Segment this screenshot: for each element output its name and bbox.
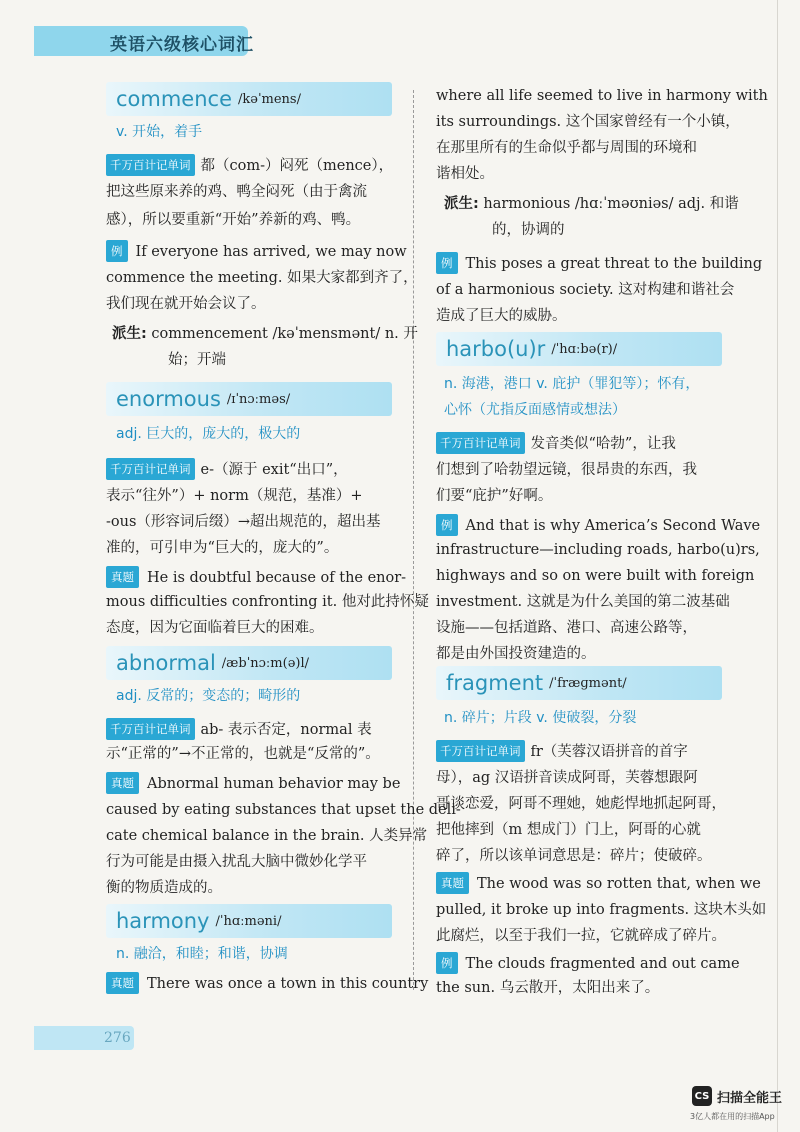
phonetic: /ɪˈnɔːməs/ xyxy=(226,391,291,407)
example-tag: 例 xyxy=(436,514,458,536)
headword: enormous xyxy=(116,387,221,411)
headword: harbo(u)r xyxy=(446,337,546,361)
mnemonic-line: 把他摔到（m 想成门）门上，阿哥的心就 xyxy=(436,822,701,838)
definition: n. 海港，港口 v. 庇护（罪犯等）；怀有， xyxy=(444,376,700,392)
mnemonic-line: 们想到了哈勃望远镜，很昂贵的东西，我 xyxy=(436,462,697,478)
headword: abnormal xyxy=(116,651,216,675)
mnemonic-tag: 千万百计记单词 xyxy=(106,718,195,740)
mnemonic-line: 示“正常的”→不正常的，也就是“反常的”。 xyxy=(106,746,380,762)
watermark-brand: 扫描全能王 xyxy=(717,1090,783,1106)
exam-tag: 真题 xyxy=(106,972,139,994)
example-line: 例 This poses a great threat to the building xyxy=(436,252,762,274)
example-line: 都是由外国投资建造的。 xyxy=(436,646,596,662)
example-line: 例 And that is why America’s Second Wave xyxy=(436,514,760,536)
mnemonic-line: 表示“往外”）+ norm（规范，基准）+ xyxy=(106,488,363,504)
example-line: 设施——包括道路、港口、高速公路等， xyxy=(436,620,697,636)
entry-fragment-bar xyxy=(436,666,722,700)
scanner-watermark xyxy=(692,1086,782,1106)
phonetic: /kəˈmens/ xyxy=(238,91,301,107)
exam-line: 此腐烂，以至于我们一拉，它就碎成了碎片。 xyxy=(436,928,726,944)
entry-harbor-bar xyxy=(436,332,722,366)
exam-line: cate chemical balance in the brain. 人类异常 xyxy=(106,828,428,844)
mnemonic-line: 把这些原来养的鸡、鸭全闷死（由于禽流 xyxy=(106,184,367,200)
example-line: 造成了巨大的威胁。 xyxy=(436,308,567,324)
exam-line: 行为可能是由摄入扰乱大脑中微妙化学平 xyxy=(106,854,367,870)
definition: adj. 巨大的，庞大的，极大的 xyxy=(116,426,301,442)
example-line: 我们现在就开始会议了。 xyxy=(106,296,266,312)
mnemonic-line: 千万百计记单词 fr（芙蓉汉语拼音的首字 xyxy=(436,740,688,762)
mnemonic-line: -ous（形容词后缀）→超出规范的，超出基 xyxy=(106,514,381,530)
exam-line: mous difficulties confronting it. 他对此持怀疑 xyxy=(106,594,429,610)
example-line: commence the meeting. 如果大家都到齐了， xyxy=(106,270,418,286)
phonetic: /ˈfræɡmənt/ xyxy=(549,675,627,691)
phonetic: /ˈhɑːbə(r)/ xyxy=(551,341,618,357)
mnemonic-line: 千万百计记单词 e-（源于 exit“出口”， xyxy=(106,458,348,480)
page-number: 276 xyxy=(104,1030,131,1046)
headword: fragment xyxy=(446,671,544,695)
camscanner-logo-icon: CS xyxy=(692,1086,712,1106)
mnemonic-line: 准的，可引申为“巨大的，庞大的”。 xyxy=(106,540,339,556)
example-tag: 例 xyxy=(436,952,458,974)
exam-line: 真题 He is doubtful because of the enor- xyxy=(106,566,406,588)
derivation-line: 的，协调的 xyxy=(492,222,565,238)
mnemonic-line: 千万百计记单词 ab- 表示否定，normal 表 xyxy=(106,718,372,740)
header-title: 英语六级核心词汇 xyxy=(110,35,254,55)
exam-line: 谐相处。 xyxy=(436,166,494,182)
exam-line: pulled, it broke up into fragments. 这块木头如 xyxy=(436,902,767,918)
entry-enormous-bar xyxy=(106,382,392,416)
definition: v. 开始，着手 xyxy=(116,124,203,140)
headword: commence xyxy=(116,87,233,111)
mnemonic-tag: 千万百计记单词 xyxy=(436,432,525,454)
exam-tag: 真题 xyxy=(436,872,469,894)
phonetic: /æbˈnɔːm(ə)l/ xyxy=(221,655,310,671)
exam-tag: 真题 xyxy=(106,566,139,588)
example-line: 例 The clouds fragmented and out came xyxy=(436,952,740,974)
exam-line: where all life seemed to live in harmony with xyxy=(436,88,768,104)
derivation-line: 派生: commencement /kəˈmensmənt/ n. 开 xyxy=(112,326,418,342)
exam-line: its surroundings. 这个国家曾经有一个小镇， xyxy=(436,114,740,130)
exam-line: 真题 There was once a town in this country xyxy=(106,972,428,994)
definition: 心怀（尤指反面感情或想法） xyxy=(444,402,626,418)
entry-commence-bar xyxy=(106,82,392,116)
example-line: of a harmonious society. 这对构建和谐社会 xyxy=(436,282,735,298)
column-divider xyxy=(413,90,414,990)
entry-abnormal-bar xyxy=(106,646,392,680)
page-edge xyxy=(777,0,778,1132)
mnemonic-tag: 千万百计记单词 xyxy=(106,458,195,480)
exam-line: 态度，因为它面临着巨大的困难。 xyxy=(106,620,324,636)
mnemonic-line: 母），ag 汉语拼音读成阿哥，芙蓉想跟阿 xyxy=(436,770,698,786)
example-line: highways and so on were built with foreign xyxy=(436,568,755,584)
mnemonic-line: 千万百计记单词 发音类似“哈勃”，让我 xyxy=(436,432,676,454)
example-tag: 例 xyxy=(436,252,458,274)
phonetic: /ˈhɑːməni/ xyxy=(215,913,282,929)
exam-line: 真题 Abnormal human behavior may be xyxy=(106,772,400,794)
exam-line: caused by eating substances that upset the deli- xyxy=(106,802,461,818)
example-line: 例 If everyone has arrived, we may now xyxy=(106,240,407,262)
mnemonic-line: 碎了，所以该单词意思是：碎片；使破碎。 xyxy=(436,848,712,864)
exam-tag: 真题 xyxy=(106,772,139,794)
example-line: investment. 这就是为什么美国的第二波基础 xyxy=(436,594,730,610)
mnemonic-line: 们要“庇护”好啊。 xyxy=(436,488,553,504)
exam-line: 真题 The wood was so rotten that, when we xyxy=(436,872,761,894)
definition: adj. 反常的；变态的；畸形的 xyxy=(116,688,301,704)
mnemonic-tag: 千万百计记单词 xyxy=(106,154,195,176)
derivation-line: 始；开端 xyxy=(168,352,226,368)
mnemonic-line: 哥谈恋爱，阿哥不理她，她彪悍地抓起阿哥， xyxy=(436,796,726,812)
definition: n. 融洽，和睦；和谐，协调 xyxy=(116,946,288,962)
example-line: the sun. 乌云散开，太阳出来了。 xyxy=(436,980,660,996)
headword: harmony xyxy=(116,909,210,933)
derivation-label: 派生: xyxy=(112,326,147,342)
example-tag: 例 xyxy=(106,240,128,262)
derivation-line: 派生: harmonious /hɑːˈməʊniəs/ adj. 和谐 xyxy=(444,196,739,212)
definition: n. 碎片；片段 v. 使破裂，分裂 xyxy=(444,710,637,726)
mnemonic-tag: 千万百计记单词 xyxy=(436,740,525,762)
exam-line: 衡的物质造成的。 xyxy=(106,880,222,896)
example-line: infrastructure—including roads, harbo(u)rs, xyxy=(436,542,760,558)
derivation-label: 派生: xyxy=(444,196,479,212)
entry-harmony-bar xyxy=(106,904,392,938)
mnemonic-line: 千万百计记单词 都（com-）闷死（mence）， xyxy=(106,154,393,176)
exam-line: 在那里所有的生命似乎都与周围的环境和 xyxy=(436,140,697,156)
watermark-tagline: 3亿人都在用的扫描App xyxy=(690,1112,775,1121)
mnemonic-line: 感），所以要重新“开始”养新的鸡、鸭。 xyxy=(106,212,361,228)
